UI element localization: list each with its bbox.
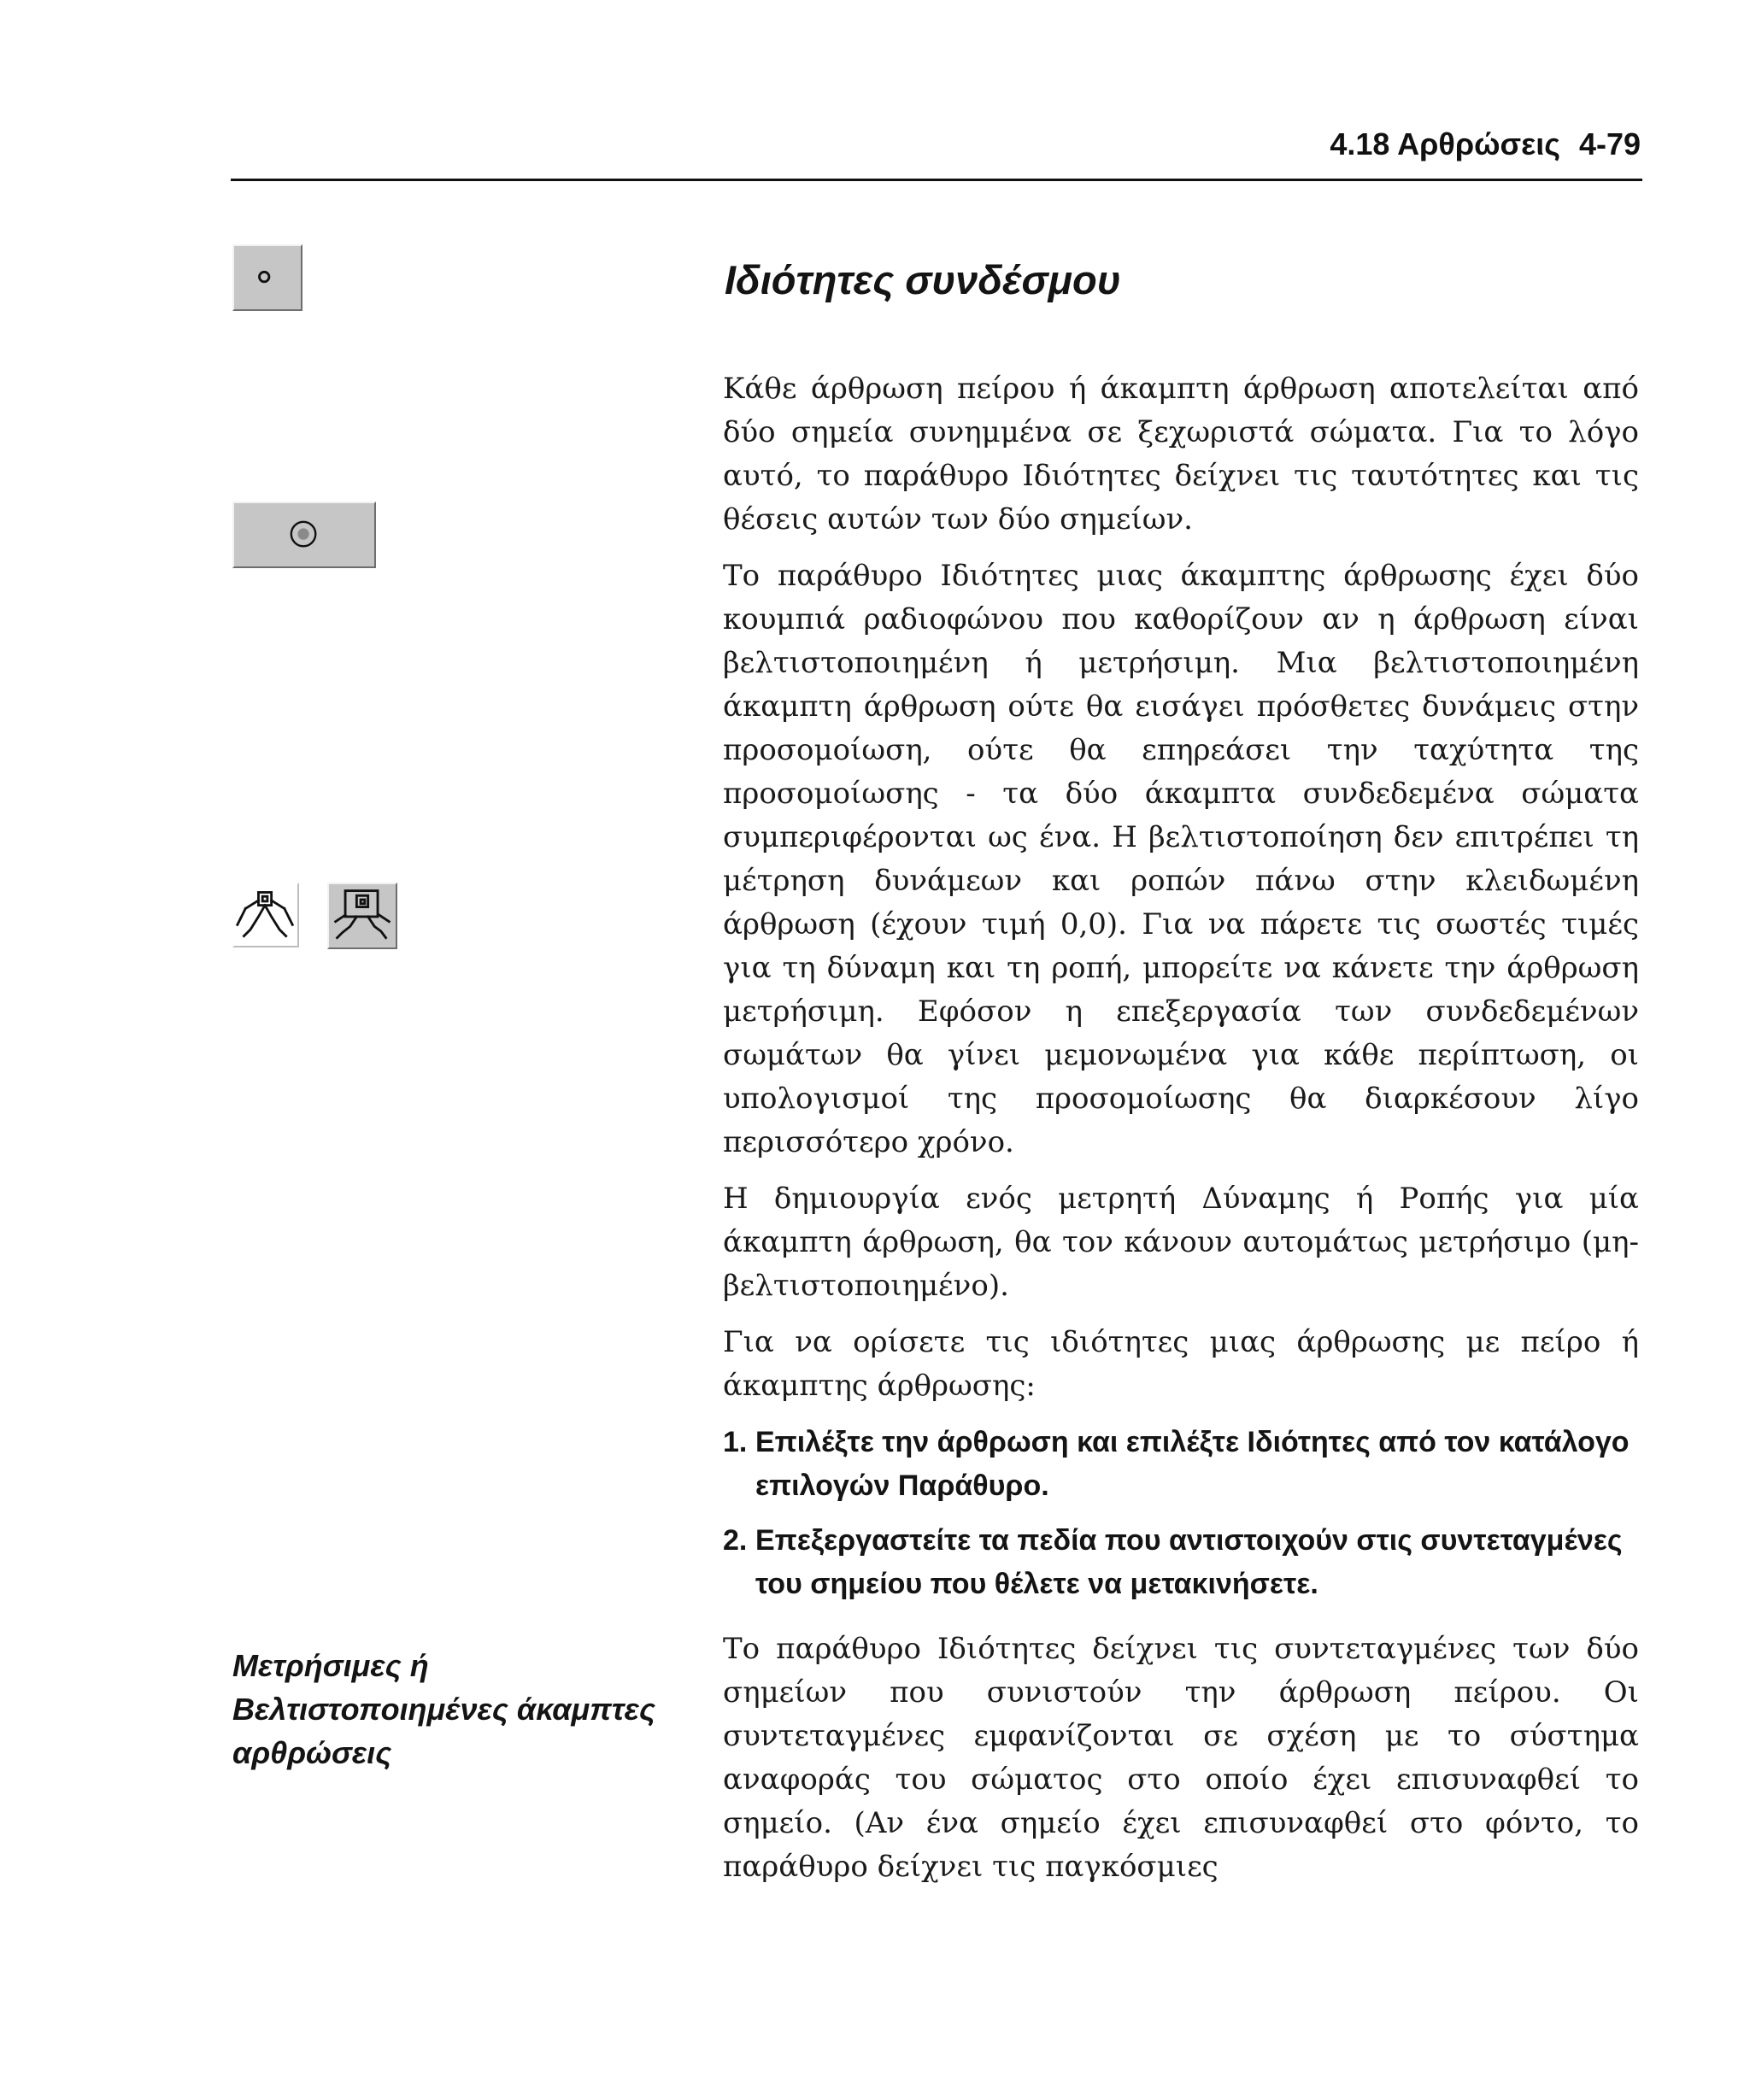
section-title: Ιδιότητες συνδέσμου (725, 257, 1121, 302)
step-item (723, 1421, 1639, 1508)
page-number: 4-79 (1578, 126, 1641, 161)
header-section: 4.18 Αρθρώσεις (1330, 126, 1560, 161)
main-text (723, 367, 1639, 1617)
rigid-joint-pressed-tool-button (327, 883, 397, 949)
paragraph: Κάθε άρθρωση πείρου ή άκαμπτη άρθρωση αποτελείται από δύο σημεία συνημμένα σε ξεχωριστά σώματα. Για το λόγο αυτό, το παράθυρο Ιδιότητες δείχνει τις ταυτότητες και τις θέσεις αυτών των δύο σημείων. (723, 372, 1639, 537)
point-icon (234, 246, 301, 309)
side-heading-line: Βελτιστοποιημένες άκαμπτες (232, 1692, 655, 1727)
paragraph: Το παράθυρο Ιδιότητες δείχνει τις συντεταγμένες των δύο σημείων που συνιστούν την άρθρωση πείρου. Οι συντεταγμένες εμφανίζονται σε σχέση με το σύστημα αναφοράς του σώματος στο οποίο έχει επισυναφθεί το σημείο. (Αν ένα σημείο έχει επισυναφθεί στο φόντο, το παράθυρο δείχνει τις παγκόσμιες (723, 1632, 1639, 1884)
paragraph: Η δημιουργία ενός μετρητή Δύναμης ή Ροπής για μία άκαμπτη άρθρωση, θα τον κάνουν αυτομάτως μετρήσιμο (μη-βελτιστοποιημένο). (723, 1182, 1639, 1303)
running-header (1330, 126, 1641, 162)
point-tool-button (232, 244, 302, 311)
side-heading-line: Μετρήσιμες ή (232, 1648, 429, 1683)
paragraph: Το παράθυρο Ιδιότητες μιας άκαμπτης άρθρωσης έχει δύο κουμπιά ραδιοφώνου που καθορίζουν αν η άρθρωση είναι βελτιστοποιημένη ή μετρήσιμη. Μια βελτιστοποιημένη άκαμπτη άρθρωση ούτε θα εισάγει πρόσθετες δυνάμεις στην προσομοίωση, ούτε θα επηρεάσει την ταχύτητα της προσομοίωσης - τα δύο άκαμπτα συνδεδεμένα σώματα συμπεριφέρονται ως ένα. Η βελτιστοποίηση δεν επιτρέπει τη μέτρηση δυνάμεων και ροπών πάνω στην κλειδωμένη άρθρωση (έχουν τιμή 0,0). Για να πάρετε τις σωστές τιμές για τη δύναμη και τη ροπή, μπορείτε να κάνετε την άρθρωση μετρήσιμη. Εφόσον η επεξεργασία των συνδεδεμένων σωμάτων θα γίνει μεμονωμένα για κάθε περίπτωση, οι υπολογισμοί της προσομοίωσης θα διαρκέσουν λίγο περισσότερο χρόνο. (723, 559, 1639, 1159)
step-text: Επιλέξτε την άρθρωση και επιλέξτε Ιδιότητες από τον κατάλογο επιλογών Παράθυρο. (755, 1426, 1630, 1502)
main-text-continued (723, 1628, 1639, 1902)
header-rule (231, 179, 1642, 181)
pin-joint-icon (234, 503, 374, 566)
pin-joint-tool-button (232, 502, 376, 568)
rigid-joint-pressed-icon (329, 884, 396, 947)
steps-list (723, 1421, 1639, 1606)
step-number: 2. (723, 1524, 748, 1557)
step-text: Επεξεργαστείτε τα πεδία που αντιστοιχούν στις συντεταγμένες του σημείου που θέλετε να μετακινήσετε. (755, 1524, 1623, 1600)
step-number: 1. (723, 1426, 748, 1458)
rigid-joint-icon (234, 884, 297, 946)
rigid-joint-tool-button (232, 883, 299, 947)
step-item (723, 1519, 1639, 1606)
side-heading-line: αρθρώσεις (232, 1735, 392, 1770)
side-heading (232, 1644, 694, 1774)
paragraph: Για να ορίσετε τις ιδιότητες μιας άρθρωσης με πείρο ή άκαμπτης άρθρωσης: (723, 1325, 1639, 1403)
